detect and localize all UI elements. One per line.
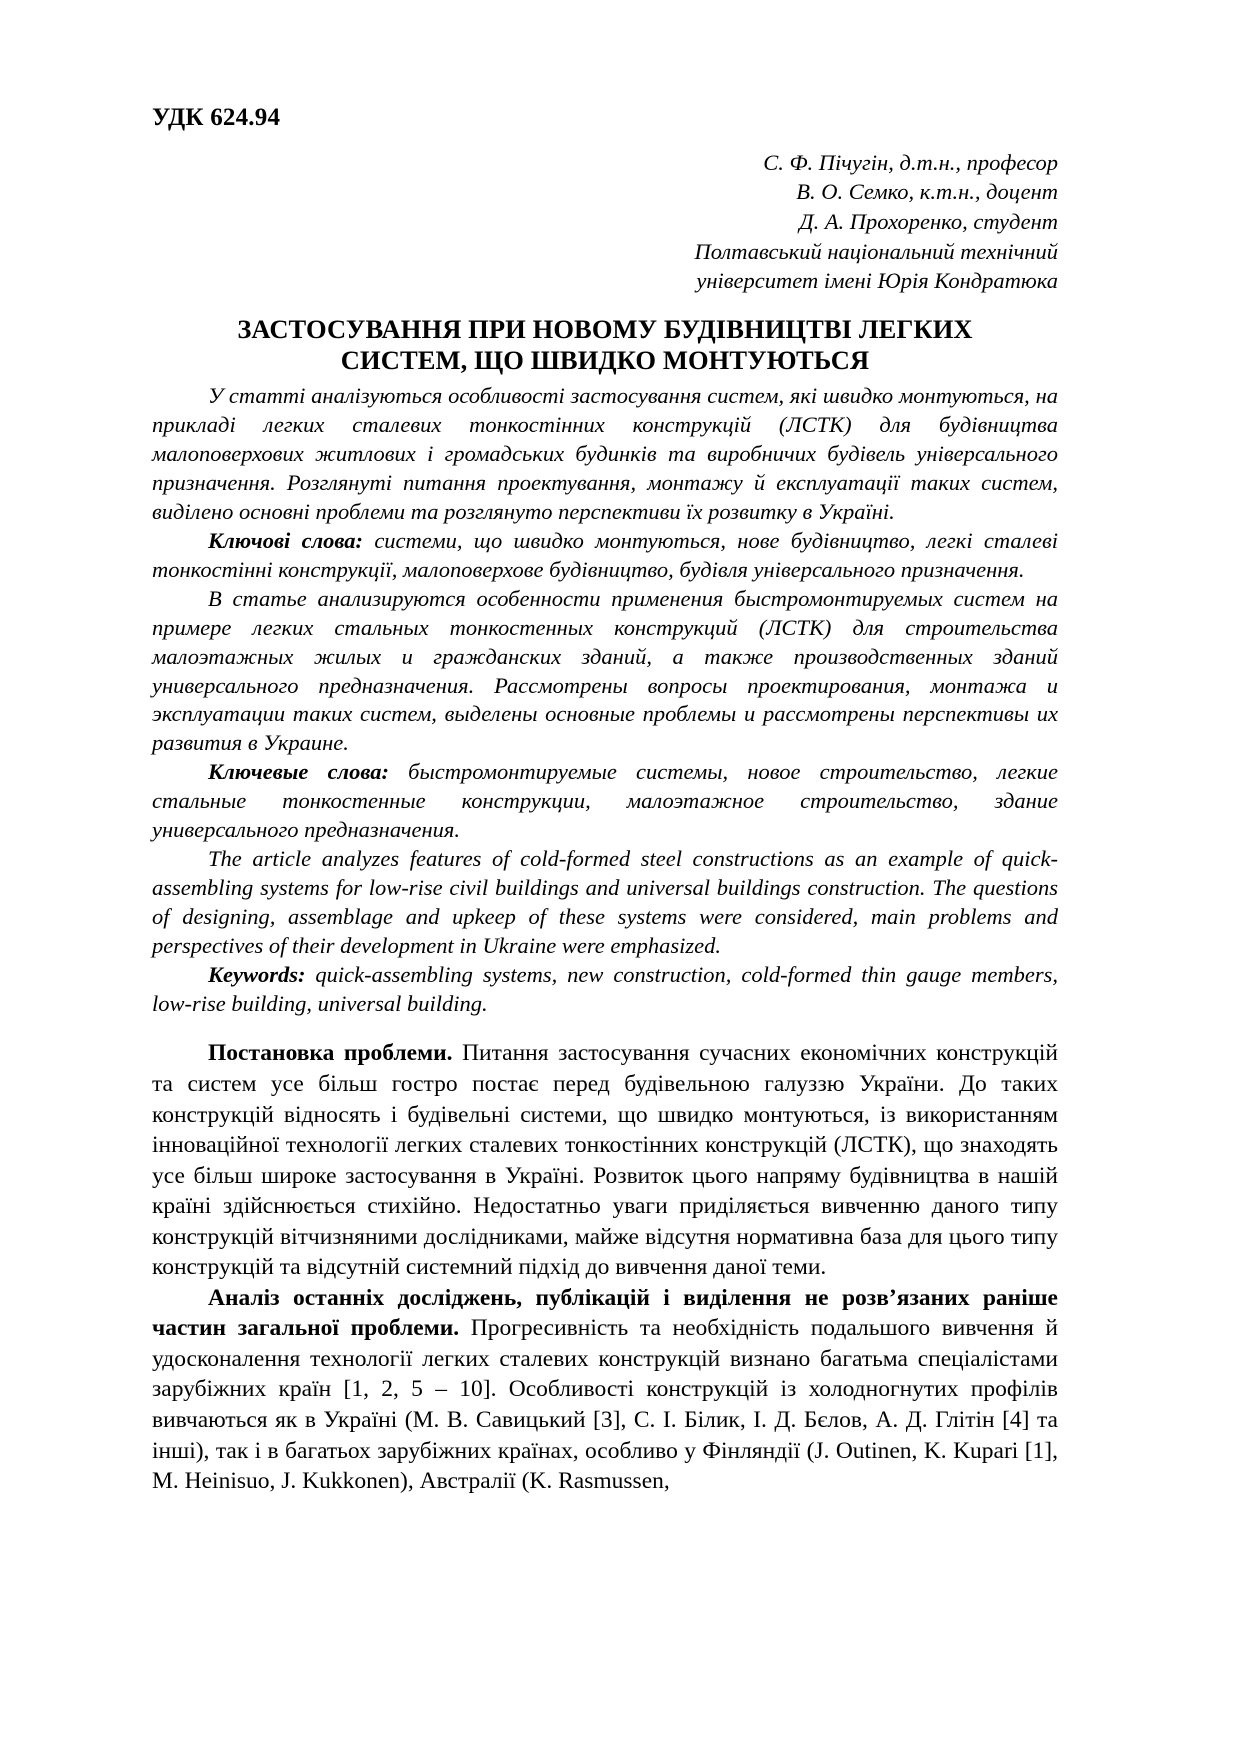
keywords-ukrainian — [152, 527, 1058, 585]
section-literature-review-text: Прогресивність та необхідність подальшого вивчення й удосконалення технології легких сталевих конструкцій визнано багатьма спеціалістами зарубіжних країн [1, 2, 5 – 10]. Особливості конструкцій із холодногнутих профілів вивчаються як в Україні (М. В. Савицький [3], С. І. Білик, І. Д. Бєлов, А. Д. Глітін [4] та інші), так і в багатьох зарубіжних країнах, особливо у Фінляндії (J. Outinen, K. Kupari [1], M. Heinisuo, J. Kukkonen), Австралії (K. Rasmussen, — [152, 1315, 1058, 1495]
affiliation-line-2: університет імені Юрія Кондратюка — [696, 268, 1058, 294]
affiliation-line-1: Полтавський національний технічний — [694, 238, 1058, 264]
section-problem-statement-text: Питання застосування сучасних економічних конструкцій та систем усе більш гостро постає перед будівельною галуззю України. До таких конструкцій відносять і будівельні системи, що швидко монтуються, із використанням інноваційної технології легких сталевих тонкостінних конструкцій (ЛСТК), що знаходять усе більш широке застосування в Україні. Розвиток цього напряму будівництва в нашій країні здійснюється стихійно. Недостатньо уваги приділяється вивченню даного типу конструкцій вітчизняними дослідниками, майже відсутня нормативна база для цього типу конструкцій та відсутній системний підхід до вивчення даної теми. — [152, 1040, 1058, 1281]
abstract-ukrainian: У статті аналізуються особливості застосування систем, які швидко монтуються, на прикладі легких сталевих тонкостінних конструкцій (ЛСТК) для будівництва малоповерхових житлових і громадських будинків та виробничих будівель універсального призначення. Розглянуті питання проектування, монтажу й експлуатації таких систем, виділено основні проблеми та розглянуто перспективи їх розвитку в Україні. — [152, 383, 1058, 525]
abstract-english: The article analyzes features of cold-formed steel constructions as an example of quick-assembling systems for low-rise civil buildings and universal buildings construction. The questions of designing, assemblage and upkeep of these systems were considered, main problems and perspectives of their development in Ukraine were emphasized. — [152, 845, 1058, 958]
abstract-russian: В статье анализируются особенности применения быстромонтируемых систем на примере легких стальных тонкостенных конструкций (ЛСТК) для строительства малоэтажных жилых и гражданских зданий, а также производственных зданий универсального предназначения. Рассмотрены вопросы проектирования, монтажа и эксплуатации таких систем, выделены основные проблемы и рассмотрены перспективы их развития в Украине. — [152, 585, 1058, 756]
section-problem-statement — [152, 1038, 1058, 1282]
section-problem-statement-heading: Постановка проблеми. — [208, 1040, 453, 1067]
udc-code: УДК 624.94 — [152, 104, 281, 131]
keywords-russian-label: Ключевые слова: — [208, 759, 389, 785]
keywords-english — [152, 961, 1058, 1019]
section-literature-review-heading: Аналіз останніх досліджень, публікацій і виділення не розв’язаних раніше частин загальної проблеми. — [152, 1284, 1058, 1342]
keywords-english-label: Keywords: — [208, 961, 306, 987]
keywords-ukrainian-label: Ключові слова: — [208, 528, 364, 553]
author-block — [152, 148, 1058, 296]
author-line-3: Д. А. Прохоренко, студент — [799, 208, 1058, 234]
article-title-line-2: СИСТЕМ, ЩО ШВИДКО МОНТУЮТЬСЯ — [340, 345, 870, 376]
article-title-line-1: ЗАСТОСУВАННЯ ПРИ НОВОМУ БУДІВНИЦТВІ ЛЕГКИХ — [237, 313, 973, 344]
keywords-english-value: quick-assembling systems, new construction, cold-formed thin gauge members, low-rise building, universal building. — [152, 961, 1058, 1016]
keywords-ukrainian-value: системи, що швидко монтуються, нове будівництво, легкі сталеві тонкостінні конструкції, малоповерхове будівництво, будівля універсального призначення. — [152, 528, 1059, 582]
author-line-2: В. О. Семко, к.т.н., доцент — [796, 179, 1058, 205]
author-line-1: С. Ф. Пічугін, д.т.н., професор — [763, 149, 1058, 175]
keywords-russian-value: быстромонтируемые системы, новое строительство, легкие стальные тонкостенные конструкции, малоэтажное строительство, здание универсального предназначения. — [152, 759, 1058, 843]
section-literature-review — [152, 1283, 1058, 1497]
keywords-russian — [152, 758, 1058, 845]
article-title — [152, 314, 1058, 377]
